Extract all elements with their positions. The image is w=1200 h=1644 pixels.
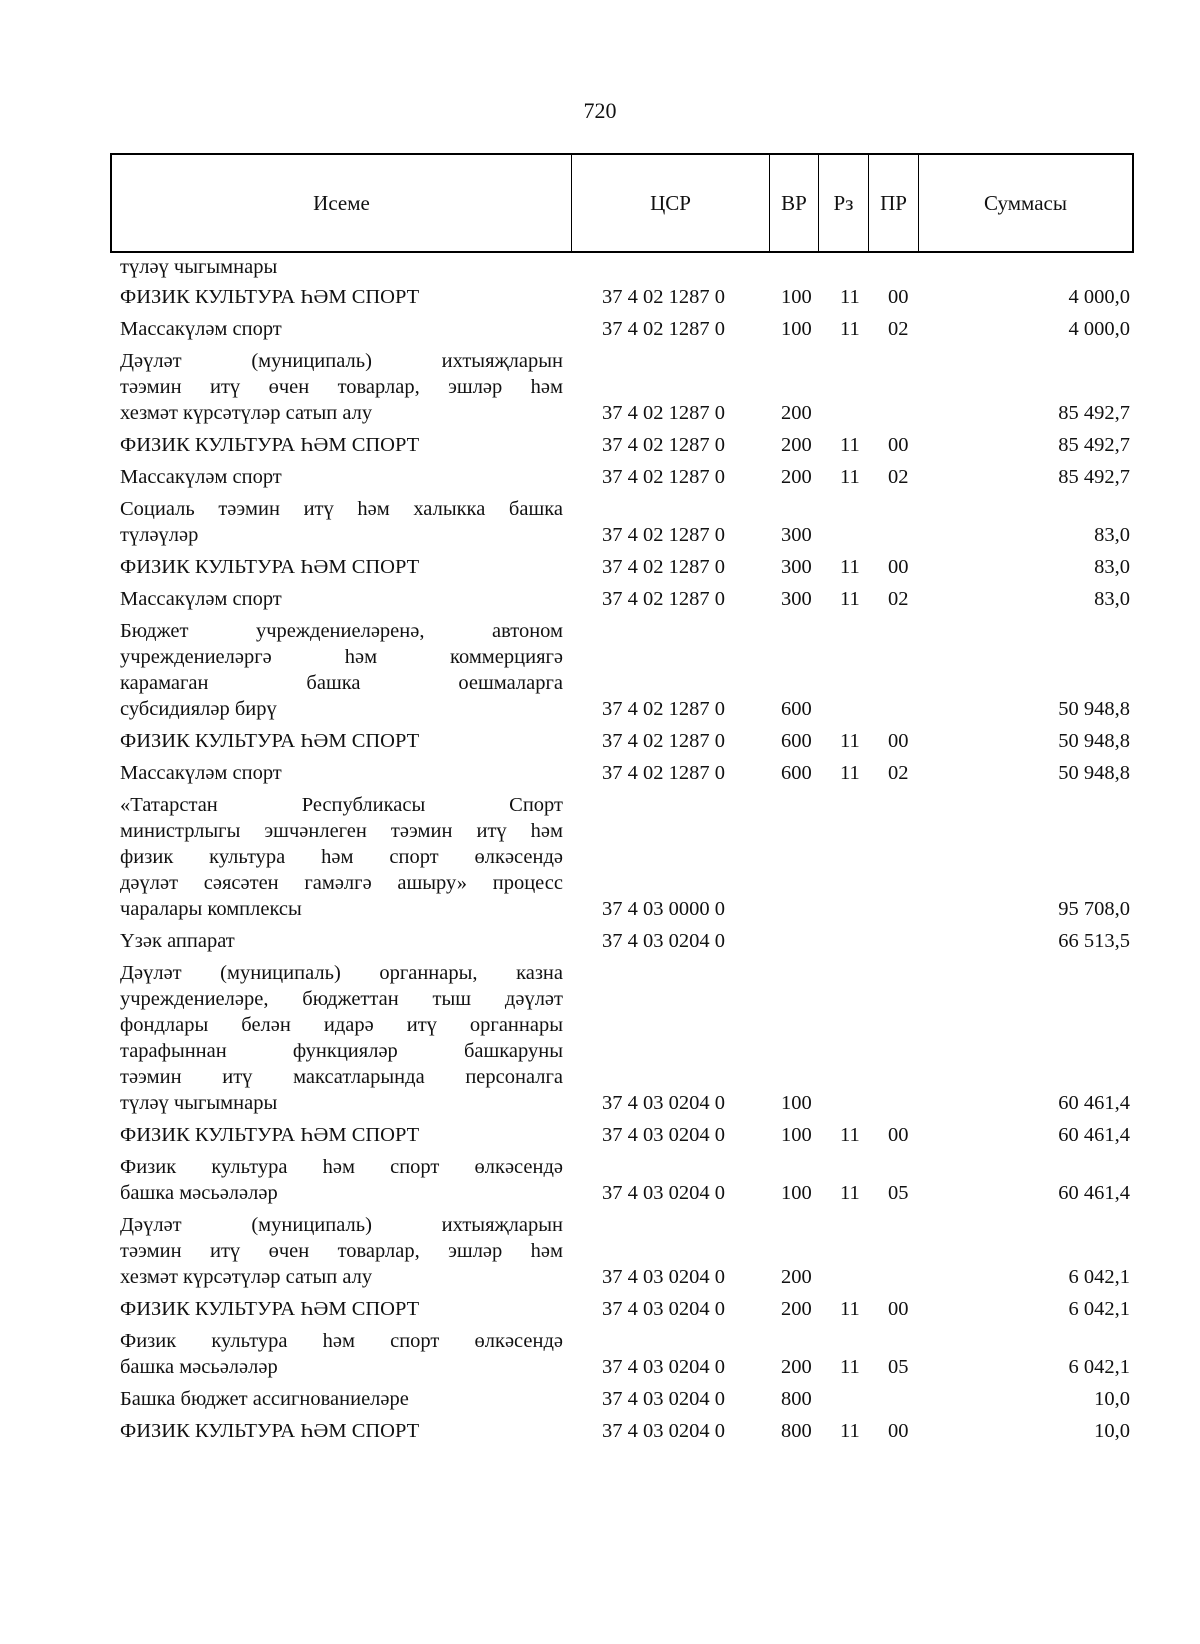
row-name-line: министрлыгы эшчәнлеген тәэмин итү һәм <box>120 820 563 842</box>
row-sum: 85 492,7 <box>1058 466 1130 488</box>
row-name-line: Үзәк аппарат <box>120 930 235 952</box>
row-name-line: Социаль тәэмин итү һәм халыкка башка <box>120 498 563 520</box>
row-name <box>110 1154 563 1206</box>
row-name-line: «Татарстан Республикасы Спорт <box>120 794 563 816</box>
row-name-line: Дәүләт (муниципаль) ихтыяҗларын <box>120 1214 563 1236</box>
row-vr: 100 <box>781 1092 812 1114</box>
row-name <box>110 1122 563 1148</box>
row-csr: 37 4 02 1287 0 <box>602 318 725 340</box>
row-vr: 200 <box>781 402 812 424</box>
row-sum: 50 948,8 <box>1058 762 1130 784</box>
row-sum: 4 000,0 <box>1068 286 1130 308</box>
row-csr: 37 4 02 1287 0 <box>602 588 725 610</box>
row-name-line: ФИЗИК КУЛЬТУРА ҺӘМ СПОРТ <box>120 730 420 752</box>
row-name-line: ФИЗИК КУЛЬТУРА ҺӘМ СПОРТ <box>120 1298 420 1320</box>
row-sum: 6 042,1 <box>1068 1356 1130 1378</box>
table-row <box>110 316 1134 342</box>
row-rz: 11 <box>840 1182 860 1204</box>
row-csr: 37 4 02 1287 0 <box>602 524 725 546</box>
row-name-line: ФИЗИК КУЛЬТУРА ҺӘМ СПОРТ <box>120 286 420 308</box>
row-name-line: тарафыннан функцияләр башкаруны <box>120 1040 563 1062</box>
row-name-line: учреждениеләре, бюджеттан тыш дәүләт <box>120 988 563 1010</box>
row-vr: 100 <box>781 286 812 308</box>
row-rz: 11 <box>840 556 860 578</box>
row-pr: 00 <box>888 1298 909 1320</box>
table-body <box>110 254 1134 1450</box>
row-sum: 95 708,0 <box>1058 898 1130 920</box>
row-name-line: фондлары белән идарә итү органнары <box>120 1014 563 1036</box>
row-sum: 85 492,7 <box>1058 434 1130 456</box>
table-row <box>110 496 1134 548</box>
row-name-line: дәүләт сәясәтен гамәлгә ашыру» процесс <box>120 872 563 894</box>
row-csr: 37 4 03 0204 0 <box>602 1388 725 1410</box>
row-pr: 00 <box>888 730 909 752</box>
column-header-name: Исеме <box>112 155 572 251</box>
row-vr: 600 <box>781 762 812 784</box>
row-vr: 300 <box>781 556 812 578</box>
row-csr: 37 4 03 0204 0 <box>602 1266 725 1288</box>
row-name <box>110 792 563 922</box>
column-header-csr: ЦСР <box>572 155 770 251</box>
row-name-line: субсидияләр бирү <box>120 698 277 720</box>
row-name <box>110 1328 563 1380</box>
row-name-line: хезмәт күрсәтүләр сатып алу <box>120 1266 373 1288</box>
table-row <box>110 284 1134 310</box>
row-csr: 37 4 02 1287 0 <box>602 556 725 578</box>
table-row <box>110 618 1134 722</box>
row-name <box>110 348 563 426</box>
row-sum: 10,0 <box>1094 1420 1130 1442</box>
row-name <box>110 728 563 754</box>
row-csr: 37 4 03 0000 0 <box>602 898 725 920</box>
table-row <box>110 928 1134 954</box>
table-row <box>110 586 1134 612</box>
row-vr: 100 <box>781 1182 812 1204</box>
row-name-line: Физик культура һәм спорт өлкәсендә <box>120 1330 563 1352</box>
row-name-line: ФИЗИК КУЛЬТУРА ҺӘМ СПОРТ <box>120 556 420 578</box>
row-name <box>110 432 563 458</box>
row-rz: 11 <box>840 318 860 340</box>
row-csr: 37 4 03 0204 0 <box>602 1420 725 1442</box>
row-csr: 37 4 02 1287 0 <box>602 762 725 784</box>
row-pr: 00 <box>888 434 909 456</box>
table-row <box>110 1154 1134 1206</box>
row-sum: 83,0 <box>1094 556 1130 578</box>
row-name-line: Дәүләт (муниципаль) ихтыяҗларын <box>120 350 563 372</box>
row-vr: 300 <box>781 588 812 610</box>
row-name-line: түләүләр <box>120 524 199 546</box>
row-name <box>110 1296 563 1322</box>
row-name-line: ФИЗИК КУЛЬТУРА ҺӘМ СПОРТ <box>120 1124 420 1146</box>
row-sum: 60 461,4 <box>1058 1092 1130 1114</box>
row-vr: 200 <box>781 1266 812 1288</box>
row-pr: 00 <box>888 1124 909 1146</box>
row-vr: 800 <box>781 1388 812 1410</box>
row-rz: 11 <box>840 1298 860 1320</box>
column-header-sum: Суммасы <box>984 190 1067 215</box>
row-name-line: Физик культура һәм спорт өлкәсендә <box>120 1156 563 1178</box>
row-csr: 37 4 03 0204 0 <box>602 1356 725 1378</box>
row-name-line: тәэмин итү өчен товарлар, эшләр һәм <box>120 1240 563 1262</box>
table-header <box>110 153 1134 253</box>
row-name-line: Башка бюджет ассигнованиеләре <box>120 1388 409 1410</box>
row-csr: 37 4 02 1287 0 <box>602 730 725 752</box>
row-pr: 02 <box>888 762 909 784</box>
row-name-line: Массакүләм спорт <box>120 318 282 340</box>
row-csr: 37 4 03 0204 0 <box>602 1182 725 1204</box>
row-name <box>110 928 563 954</box>
row-name-line: ФИЗИК КУЛЬТУРА ҺӘМ СПОРТ <box>120 1420 420 1442</box>
row-vr: 200 <box>781 1356 812 1378</box>
row-name-line: тәэмин итү максатларында персоналга <box>120 1066 563 1088</box>
row-name-line: чаралары комплексы <box>120 898 302 920</box>
row-name <box>110 586 563 612</box>
continuation-text: түләү чыгымнары <box>120 256 278 278</box>
row-sum: 10,0 <box>1094 1388 1130 1410</box>
row-name <box>110 464 563 490</box>
row-rz: 11 <box>840 762 860 784</box>
row-vr: 100 <box>781 318 812 340</box>
row-vr: 300 <box>781 524 812 546</box>
row-pr: 05 <box>888 1356 909 1378</box>
row-rz: 11 <box>840 1356 860 1378</box>
row-csr: 37 4 02 1287 0 <box>602 434 725 456</box>
row-name-line: учреждениеләргә һәм коммерциягә <box>120 646 563 668</box>
table-row <box>110 1212 1134 1290</box>
table-row <box>110 1386 1134 1412</box>
row-pr: 02 <box>888 466 909 488</box>
row-name-line: хезмәт күрсәтүләр сатып алу <box>120 402 373 424</box>
row-sum: 50 948,8 <box>1058 698 1130 720</box>
row-pr: 00 <box>888 556 909 578</box>
row-vr: 100 <box>781 1124 812 1146</box>
table-row <box>110 728 1134 754</box>
row-vr: 200 <box>781 434 812 456</box>
row-csr: 37 4 02 1287 0 <box>602 286 725 308</box>
row-csr: 37 4 03 0204 0 <box>602 1092 725 1114</box>
row-csr: 37 4 03 0204 0 <box>602 1298 725 1320</box>
row-vr: 200 <box>781 466 812 488</box>
column-header-vr: ВР <box>770 155 819 251</box>
table-row <box>110 432 1134 458</box>
row-rz: 11 <box>840 434 860 456</box>
row-pr: 02 <box>888 318 909 340</box>
column-header-rz: Рз <box>819 155 869 251</box>
row-rz: 11 <box>840 588 860 610</box>
row-name <box>110 1386 563 1412</box>
row-sum: 6 042,1 <box>1068 1266 1130 1288</box>
row-csr: 37 4 02 1287 0 <box>602 466 725 488</box>
row-sum: 50 948,8 <box>1058 730 1130 752</box>
row-rz: 11 <box>840 286 860 308</box>
row-sum: 60 461,4 <box>1058 1182 1130 1204</box>
row-sum: 60 461,4 <box>1058 1124 1130 1146</box>
row-name-line: башка мәсьәләләр <box>120 1356 278 1378</box>
row-name-line: Массакүләм спорт <box>120 588 282 610</box>
row-name <box>110 496 563 548</box>
row-name <box>110 618 563 722</box>
row-rz: 11 <box>840 1124 860 1146</box>
row-rz: 11 <box>840 466 860 488</box>
row-sum: 83,0 <box>1094 588 1130 610</box>
row-name-line: Бюджет учреждениеләренә, автоном <box>120 620 563 642</box>
table-row-continuation <box>110 254 1134 280</box>
row-name-line: тәэмин итү өчен товарлар, эшләр һәм <box>120 376 563 398</box>
row-pr: 05 <box>888 1182 909 1204</box>
row-sum: 83,0 <box>1094 524 1130 546</box>
row-sum: 66 513,5 <box>1058 930 1130 952</box>
row-name <box>110 960 563 1116</box>
row-name-line: карамаган башка оешмаларга <box>120 672 563 694</box>
row-pr: 02 <box>888 588 909 610</box>
row-name <box>110 316 563 342</box>
row-pr: 00 <box>888 1420 909 1442</box>
row-sum: 4 000,0 <box>1068 318 1130 340</box>
row-sum: 6 042,1 <box>1068 1298 1130 1320</box>
table-row <box>110 760 1134 786</box>
column-header-pr: ПР <box>869 155 919 251</box>
table-row <box>110 1296 1134 1322</box>
row-csr: 37 4 03 0204 0 <box>602 1124 725 1146</box>
row-vr: 600 <box>781 698 812 720</box>
row-name <box>110 1212 563 1290</box>
table-row <box>110 792 1134 922</box>
row-name <box>110 284 563 310</box>
row-csr: 37 4 02 1287 0 <box>602 402 725 424</box>
row-vr: 600 <box>781 730 812 752</box>
row-csr: 37 4 02 1287 0 <box>602 698 725 720</box>
table-row <box>110 1328 1134 1380</box>
row-csr: 37 4 03 0204 0 <box>602 930 725 952</box>
table-row <box>110 464 1134 490</box>
row-name-line: Массакүләм спорт <box>120 762 282 784</box>
row-pr: 00 <box>888 286 909 308</box>
row-name <box>110 760 563 786</box>
row-sum: 85 492,7 <box>1058 402 1130 424</box>
table-row <box>110 554 1134 580</box>
table-row <box>110 1418 1134 1444</box>
row-name-line: физик культура һәм спорт өлкәсендә <box>120 846 563 868</box>
table-row <box>110 348 1134 426</box>
row-name-line: Массакүләм спорт <box>120 466 282 488</box>
row-vr: 200 <box>781 1298 812 1320</box>
row-name <box>110 554 563 580</box>
row-name-line: башка мәсьәләләр <box>120 1182 278 1204</box>
row-rz: 11 <box>840 1420 860 1442</box>
table-row <box>110 960 1134 1116</box>
table-row <box>110 1122 1134 1148</box>
row-rz: 11 <box>840 730 860 752</box>
row-name-line: Дәүләт (муниципаль) органнары, казна <box>120 962 563 984</box>
row-name-line: ФИЗИК КУЛЬТУРА ҺӘМ СПОРТ <box>120 434 420 456</box>
page-number: 720 <box>583 98 617 123</box>
row-name-line: түләү чыгымнары <box>120 1092 278 1114</box>
row-name <box>110 1418 563 1444</box>
row-vr: 800 <box>781 1420 812 1442</box>
